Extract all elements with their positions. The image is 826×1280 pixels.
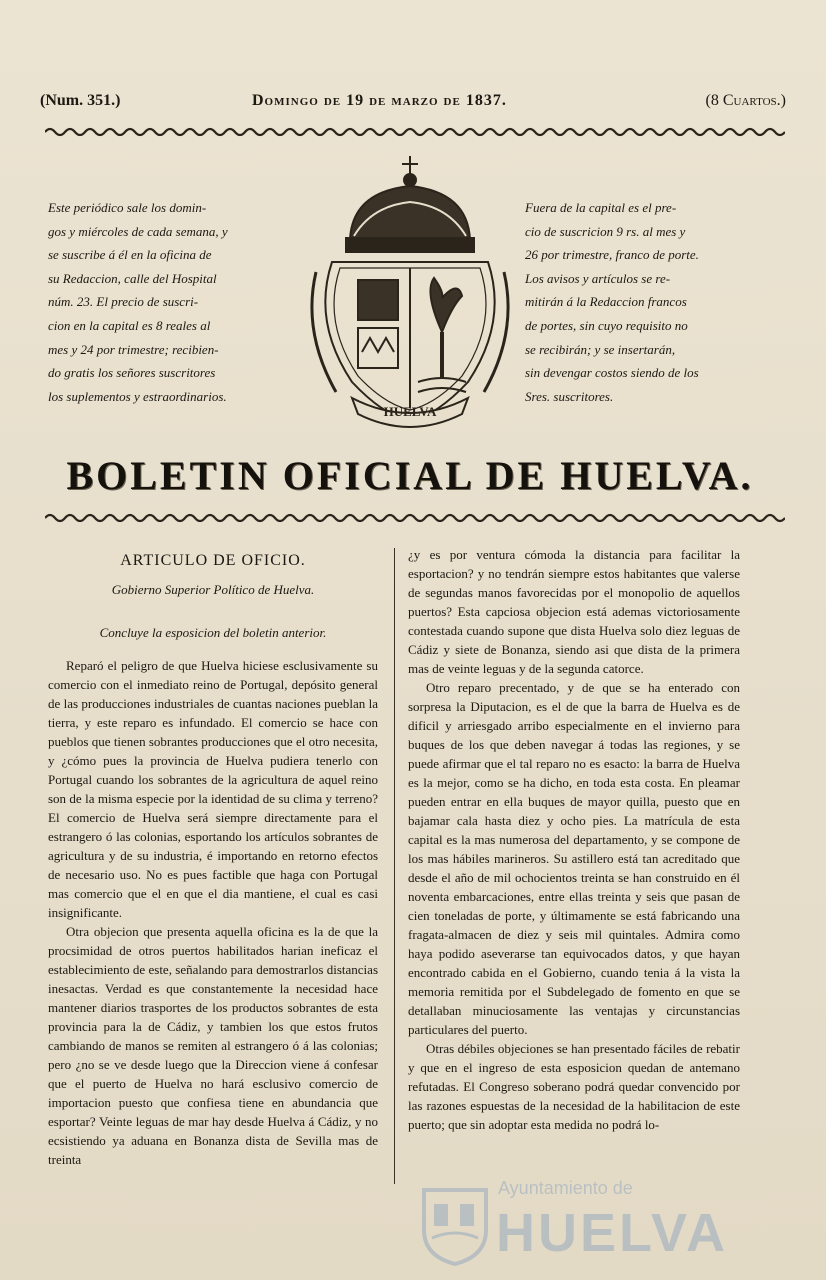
info-line: Fuera de la capital es el pre- — [525, 200, 677, 215]
article-paragraph: Reparó el peligro de que Huelva hiciese esclusivamente su comercio con el inmediato reino de Portugal, depósito general de las producciones industriales de cuantas naciones pueblan la tierra, y este reparo es infundado. El comercio se hace con pueblos que tienen sobrantes producciones que el otro necesita, y ¿cómo pues la provincia de Huelva pudiera tenerlo con Portugal cuando los sobrantes de la agricultura de aquel reino son de la misma especie por la identidad de su clima y terreno? El comercio de Huelva será siempre directamente para el estrangero ó las colonias, esportando los artículos sobrantes de agricultura y de su industria, é importando en retorno efectos de necesario uso. No es pues factible que haga con Portugal mas comercio que el en que el dia mantiene, el cual es casi insignificante. — [48, 658, 378, 920]
issue-date: Domingo de 19 de marzo de 1837. — [252, 92, 507, 109]
column-divider — [394, 548, 395, 1184]
info-line: Los avisos y artículos se re- — [525, 270, 671, 286]
watermark-big-text: HUELVA — [496, 1203, 728, 1263]
issue-header — [40, 92, 786, 116]
info-line: se recibirán; y se insertarán, — [525, 341, 676, 357]
issue-number: (Num. 351.) — [40, 92, 121, 109]
subscription-info-right — [525, 196, 740, 408]
article-column-right — [408, 545, 740, 1134]
issue-price: (8 Cuartos.) — [705, 92, 786, 109]
shield-icon — [420, 1186, 490, 1266]
info-line: se suscribe á él en la oficina de — [48, 247, 212, 263]
info-line: núm. 23. El precio de suscri- — [48, 294, 199, 310]
info-line: gos y miércoles de cada semana, y — [48, 223, 228, 239]
article-paragraph: Otra objecion que presenta aquella oficina es la de que la procsimidad de otros puertos habilitados harian ineficaz el establecimiento de este, señalando para demostrarlos distancias inesactas. Verdad es que constantemente la necesidad hace mantener diarios trasportes de los productos sobrantes de esta provincia para la de Cádiz, y tambien los que estos frutos cambiando de manos se remiten al estrangero ó á las colonias; pero ¿no se ve desde luego que la Direccion viene á confesar que el puerto de Huelva no hará esclusivo comercio de importacion puesto que confiesa tiene en abundancia que esportar? Veinte leguas de mar hay desde Huelva á Cádiz, y no ecsistiendo ya aduana en Bonanza dista de Sevilla mas de treinta — [48, 924, 378, 1167]
info-line: 26 por trimestre, franco de porte. — [525, 247, 699, 263]
article-paragraph: ¿y es por ventura cómoda la distancia para facilitar la esportacion? y no tendrán siempre estos habitantes que valerse de segundas manos favorecidas por el monopolio de aquellos puertos? Esta capciosa objecion está ademas victoriosamente contestada cuando supone que dista Huelva solo diez leguas de Cádiz y siete de Bonanza, siendo asi que dista de la primera mas de veinte leguas y de la segunda catorce. — [408, 547, 740, 676]
coat-of-arms-crest — [292, 152, 528, 440]
info-line: Sres. suscritores. — [525, 388, 614, 404]
article-paragraph: Otras débiles objeciones se han presentado fáciles de rebatir y que en el ingreso de esta esposicion quedan de antemano refutadas. El Congreso soberano podrá quedar convencido por las razones espuestas de la necesidad de la habilitacion de este puerto; que sin adoptar esta medida no podrá lo- — [408, 1041, 740, 1132]
article-continuation-note: Concluye la esposicion del boletin anterior. — [99, 625, 327, 640]
info-line: cion en la capital es 8 reales al — [48, 317, 211, 333]
subscription-info-left — [48, 196, 262, 408]
info-line: mitirán á la Redaccion francos — [525, 294, 687, 310]
info-line: mes y 24 por trimestre; recibien- — [48, 341, 219, 357]
newspaper-title: BOLETIN OFICIAL DE HUELVA. — [66, 453, 754, 498]
info-line: su Redaccion, calle del Hospital — [48, 270, 217, 286]
info-line: cio de suscricion 9 rs. al mes y — [525, 223, 686, 239]
section-title: ARTICULO DE OFICIO. — [120, 552, 306, 569]
info-line: sin devengar costos siendo de los — [525, 365, 699, 381]
article-column-left — [48, 545, 378, 1169]
info-line: los suplementos y estraordinarios. — [48, 388, 227, 404]
archive-watermark — [420, 1168, 780, 1268]
ornamental-rule-middle — [45, 512, 785, 524]
ornamental-rule-top — [45, 126, 785, 138]
crest-ribbon-text: HUELVA — [383, 404, 437, 419]
article-paragraph: Otro reparo precentado, y de que se ha enterado con sorpresa la Diputacion, es el de que la barra de Huelva es de dificil y arriesgado arribo especialmente en el invierno para buques de los que deben navegar á todas las regiones, y se puede afirmar que el tal reparo no es esacto: la barra de Huelva es la mejor, como se ha dicho, en toda esta costa. En pleamar pueden entrar en ella buques de mayor quilla, puesto que en bajamar cala hasta diez y ocho pies. La matrícula de esta capital es la mas numerosa del departamento, y se compone de los mas hábiles marineros. Su astillero está tan acreditado que desde el año de mil ochocientos treinta se han construido en él noventa embarcaciones, entre ellas treinta y seis que pasan de cien toneladas de porte, y últimamente se está fabricando una fragata-almacen de diez y seis mil quintales. Admira como haya podido aseverarse tan equivocados datos, y que hayan encontrado cabida en el Gobierno, cuando tenia á la vista la memoria remitida por el Subdelegado de fomento en que se detallaban minuciosamente las ventajas y circunstancias particulares del puerto. — [408, 680, 740, 1037]
info-line: Este periódico sale los domin- — [48, 200, 207, 215]
info-line: do gratis los señores suscritores — [48, 365, 216, 381]
info-line: de portes, sin cuyo requisito no — [525, 317, 688, 333]
article-subtitle: Gobierno Superior Político de Huelva. — [111, 582, 315, 597]
watermark-small-text: Ayuntamiento de — [498, 1178, 633, 1198]
